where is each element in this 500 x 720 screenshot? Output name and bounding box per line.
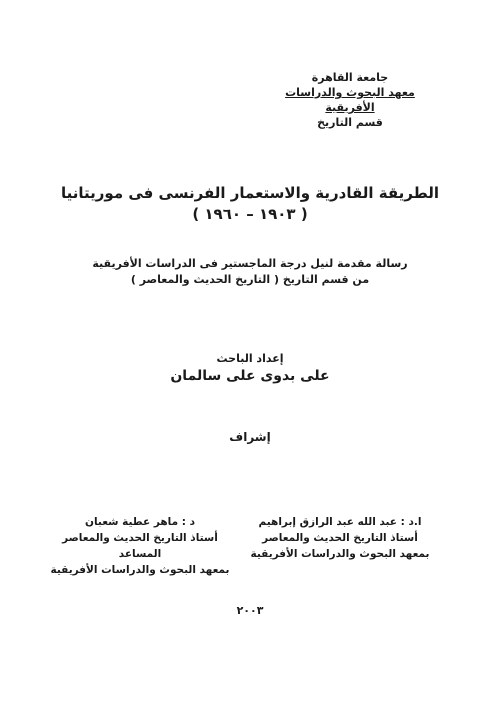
supervisor-name: ا.د : عبد الله عبد الرازق إبراهيم (258, 516, 422, 528)
thesis-description (40, 256, 460, 288)
supervisor-name: د : ماهر عطية شعبان (85, 516, 195, 528)
supervisor-primary (250, 514, 430, 562)
supervisor-assistant (40, 514, 240, 578)
thesis-title-main: الطريقة القادرية والاستعمار الفرنسى فى موريتانيا (61, 184, 439, 202)
department-name: قسم التاريخ (317, 116, 383, 129)
supervisor-title: أستاذ التاريخ الحديث والمعاصر (262, 532, 418, 544)
supervisor-affiliation: بمعهد البحوث والدراسات الأفريقية (50, 564, 230, 576)
supervision-label: إشراف (229, 430, 271, 444)
institute-name: معهد البحوث والدراسات الأفريقية (285, 86, 415, 114)
thesis-title (40, 183, 460, 225)
description-line-2: من قسم التاريخ ( التاريخ الحديث والمعاصر ) (130, 273, 370, 286)
institution-header (260, 70, 440, 130)
thesis-title-years: ( ١٩٠٣ – ١٩٦٠ ) (192, 205, 308, 223)
description-line-1: رسالة مقدمة لنيل درجة الماجستير فى الدراسات الأفريقية (92, 257, 408, 270)
supervisor-affiliation: بمعهد البحوث والدراسات الأفريقية (250, 548, 430, 560)
thesis-year: ٢٠٠٣ (236, 604, 264, 617)
researcher-label: إعداد الباحث (216, 352, 284, 365)
researcher-name: على بدوى على سالمان (170, 368, 330, 384)
university-name: جامعة القاهرة (311, 71, 389, 84)
supervisor-title: أستاذ التاريخ الحديث والمعاصر المساعد (62, 532, 218, 560)
